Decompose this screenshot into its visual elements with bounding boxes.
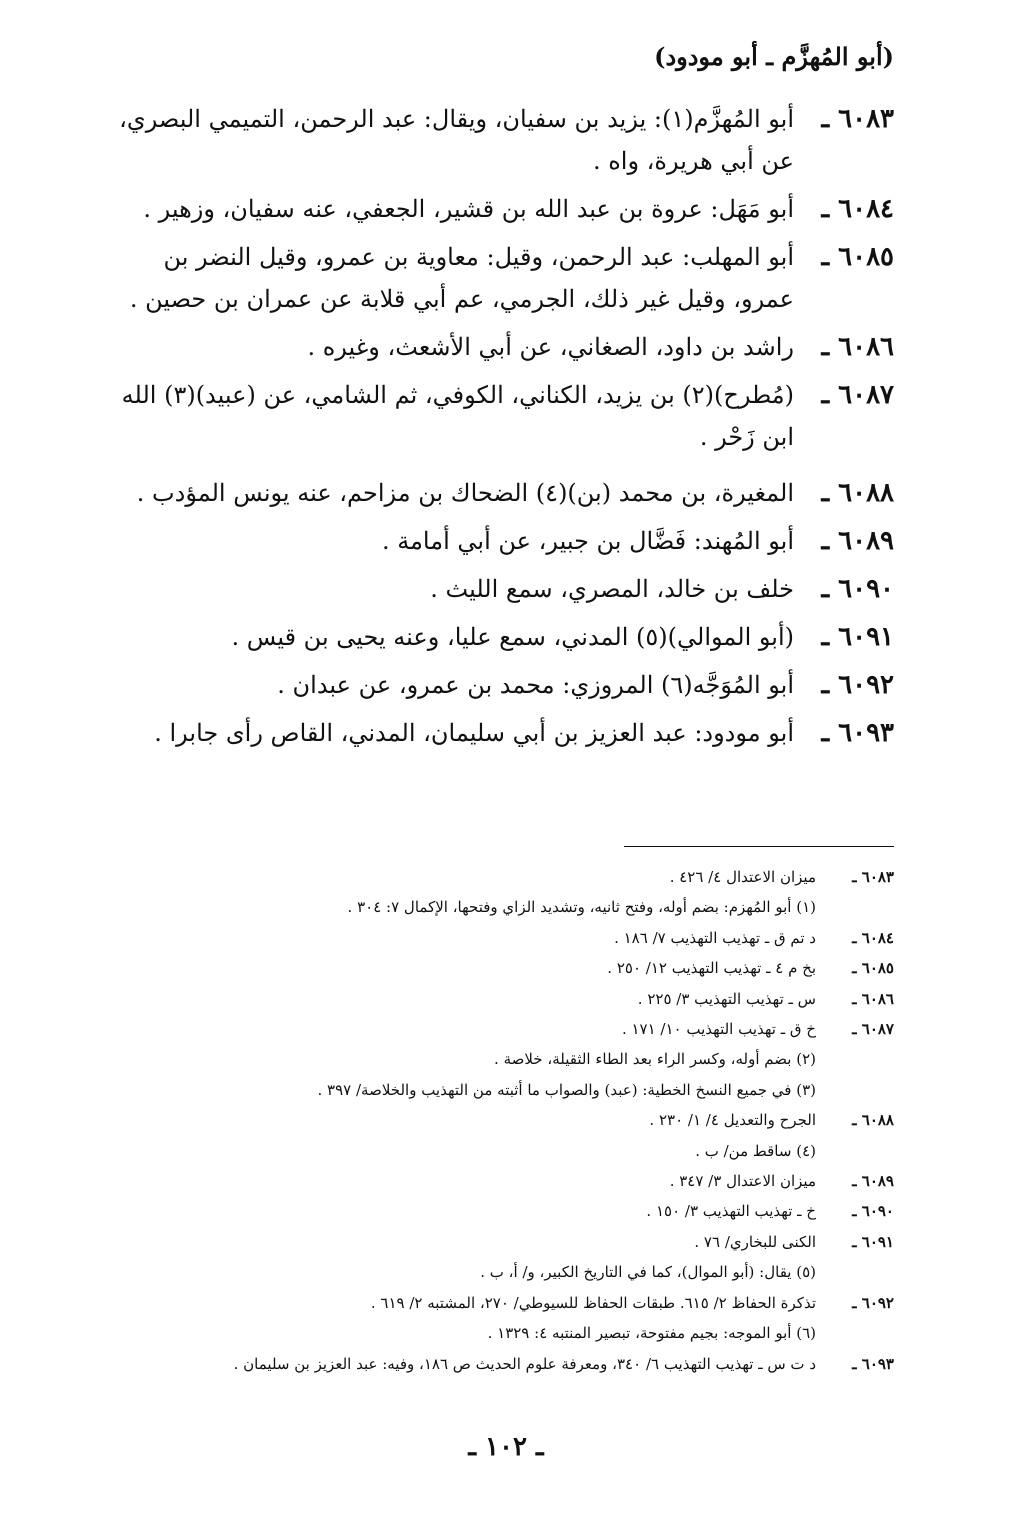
footnotes-list xyxy=(94,862,894,1379)
entry-line: عمرو، وقيل غير ذلك، الجرمي، عم أبي قلابة عن عمران بن حصين . xyxy=(129,285,794,313)
entry-text xyxy=(94,98,794,182)
entry-line: عن أبي هريرة، واه . xyxy=(592,147,794,175)
entry-number: ٦٠٨٤ ـ xyxy=(821,194,894,224)
footnote-text: بخ م ٤ ـ تهذيب التهذيب ١٢/ ٢٥٠ . xyxy=(607,959,816,978)
footnote-text: الكنى للبخاري/ ٧٦ . xyxy=(694,1232,816,1251)
running-head: (أبو المُهزَّم ـ أبو مودود) xyxy=(654,42,894,71)
entry-line: أبو المُهزَّم(١): يزيد بن سفيان، ويقال: عبد الرحمن، التميمي البصري، xyxy=(119,105,794,133)
entry-line: أبو المهلب: عبد الرحمن، وقيل: معاوية بن عمرو، وقيل النضر بن xyxy=(163,243,794,271)
entry-6087 xyxy=(94,374,894,458)
entry-number: ٦٠٨٧ ـ xyxy=(821,380,894,410)
entry-number: ٦٠٨٣ ـ xyxy=(821,104,894,134)
footnote-number: ٦٠٨٩ ـ xyxy=(852,1172,894,1191)
footnote xyxy=(94,1044,894,1074)
page-number: ـ ١٠٢ ـ xyxy=(468,1432,544,1462)
footnote-text: خ ـ تهذيب التهذيب ٣/ ١٥٠ . xyxy=(646,1202,816,1221)
footnote-number: ٦٠٩٢ ـ xyxy=(852,1293,894,1312)
footnote-text: (٥) يقال: (أبو الموال)، كما في التاريخ الكبير، و/ أ، ب . xyxy=(480,1263,816,1282)
entry-6093 xyxy=(94,712,894,754)
footnote xyxy=(94,1318,894,1348)
footnote-number: ٦٠٨٤ ـ xyxy=(852,928,894,947)
entry-text xyxy=(94,616,794,658)
footnote-number: ٦٠٨٨ ـ xyxy=(852,1111,894,1130)
entry-text xyxy=(94,374,794,458)
footnote-text: (١) أبو المُهزم: بضم أوله، وفتح ثانيه، وتشديد الزاي وفتحها، الإكمال ٧: ٣٠٤ . xyxy=(347,898,816,917)
entries-list xyxy=(94,98,894,760)
footnote-number: ٦٠٨٧ ـ xyxy=(852,1020,894,1039)
entry-number: ٦٠٨٦ ـ xyxy=(821,332,894,362)
entry-number: ٦٠٨٥ ـ xyxy=(821,242,894,272)
entry-number: ٦٠٩١ ـ xyxy=(821,622,894,652)
entry-6083 xyxy=(94,98,894,182)
footnote xyxy=(94,953,894,983)
entry-line: أبو المُوَجَّه(٦) المروزي: محمد بن عمرو، عن عبدان . xyxy=(277,671,794,699)
entry-number: ٦٠٩٣ ـ xyxy=(821,718,894,748)
footnote xyxy=(94,923,894,953)
footnote-text: (٣) في جميع النسخ الخطية: (عبد) والصواب ما أثبته من التهذيب والخلاصة/ ٣٩٧ . xyxy=(317,1080,816,1099)
footnote-text: (٢) بضم أوله، وكسر الراء بعد الطاء الثقيلة، خلاصة . xyxy=(494,1050,816,1069)
footnote-number: ٦٠٨٦ ـ xyxy=(852,989,894,1008)
entry-number: ٦٠٨٩ ـ xyxy=(821,526,894,556)
entry-line: أبو مودود: عبد العزيز بن أبي سليمان، المدني، القاص رأى جابرا . xyxy=(154,719,794,747)
entry-line: ابن زَحْر . xyxy=(699,423,794,451)
footnote xyxy=(94,1349,894,1379)
footnote xyxy=(94,1257,894,1287)
entry-line: (مُطرح)(٢) بن يزيد، الكناني، الكوفي، ثم الشامي، عن (عبيد)(٣) الله xyxy=(121,381,794,409)
entry-text xyxy=(94,236,794,320)
footnote xyxy=(94,1105,894,1135)
entry-line: المغيرة، بن محمد (بن)(٤) الضحاك بن مزاحم، عنه يونس المؤدب . xyxy=(136,479,794,507)
footnote-text: د ت س ـ تهذيب التهذيب ٦/ ٣٤٠، ومعرفة علوم الحديث ص ١٨٦، وفيه: عبد العزيز بن سليمان . xyxy=(233,1354,816,1373)
entry-text xyxy=(94,568,794,610)
entry-line: راشد بن داود، الصغاني، عن أبي الأشعث، وغيره . xyxy=(307,333,794,361)
footnote xyxy=(94,1288,894,1318)
footnote-text: س ـ تهذيب التهذيب ٣/ ٢٢٥ . xyxy=(637,989,816,1008)
entry-6085 xyxy=(94,236,894,320)
entry-line: (أبو الموالي)(٥) المدني، سمع عليا، وعنه يحيى بن قيس . xyxy=(231,623,794,651)
footnote-number: ٦٠٩٣ ـ xyxy=(852,1354,894,1373)
footnote xyxy=(94,892,894,922)
footnote-number: ٦٠٨٣ ـ xyxy=(852,868,894,886)
footnote xyxy=(94,1014,894,1044)
footnote-text: ميزان الاعتدال ٣/ ٣٤٧ . xyxy=(669,1172,816,1191)
footnote-text: (٤) ساقط من/ ب . xyxy=(695,1141,816,1160)
footnote xyxy=(94,862,894,892)
entry-text xyxy=(94,326,794,368)
entry-text xyxy=(94,664,794,706)
footnote xyxy=(94,1075,894,1105)
footnote xyxy=(94,1227,894,1257)
footnote-text: د تم ق ـ تهذيب التهذيب ٧/ ١٨٦ . xyxy=(614,928,816,947)
entry-6088 xyxy=(94,472,894,514)
footnote xyxy=(94,1136,894,1166)
footnote-text: خ ق ـ تهذيب التهذيب ١٠/ ١٧١ . xyxy=(621,1020,816,1039)
entry-6092 xyxy=(94,664,894,706)
footnote-divider xyxy=(624,846,894,847)
entry-6086 xyxy=(94,326,894,368)
entry-6090 xyxy=(94,568,894,610)
footnote xyxy=(94,1196,894,1226)
footnote-text: (٦) أبو الموجه: بجيم مفتوحة، تبصير المنتبه ٤: ١٣٢٩ . xyxy=(487,1324,816,1343)
entry-text xyxy=(94,188,794,230)
footnote xyxy=(94,984,894,1014)
entry-text xyxy=(94,472,794,514)
footnote-text: ميزان الاعتدال ٤/ ٤٢٦ . xyxy=(669,868,816,886)
entry-line: أبو مَهَل: عروة بن عبد الله بن قشير، الجعفي، عنه سفيان، وزهير . xyxy=(143,195,794,223)
entry-6084 xyxy=(94,188,894,230)
footnote-number: ٦٠٩٠ ـ xyxy=(852,1202,894,1221)
footnote-number: ٦٠٨٥ ـ xyxy=(852,959,894,978)
footnote-number: ٦٠٩١ ـ xyxy=(852,1232,894,1251)
entry-text xyxy=(94,520,794,562)
entry-line: خلف بن خالد، المصري، سمع الليث . xyxy=(430,575,794,603)
entry-number: ٦٠٩٠ ـ xyxy=(821,574,894,604)
entry-line: أبو المُهند: فَضَّال بن جبير، عن أبي أمامة . xyxy=(381,527,794,555)
entry-6089 xyxy=(94,520,894,562)
entry-number: ٦٠٩٢ ـ xyxy=(821,670,894,700)
footnote xyxy=(94,1166,894,1196)
entry-number: ٦٠٨٨ ـ xyxy=(821,478,894,508)
footnote-text: تذكرة الحفاظ ٢/ ٦١٥. طبقات الحفاظ للسيوطي/ ٢٧٠، المشتبه ٢/ ٦١٩ . xyxy=(370,1293,816,1312)
entry-text xyxy=(94,712,794,754)
entry-6091 xyxy=(94,616,894,658)
footnote-text: الجرح والتعديل ٤/ ١/ ٢٣٠ . xyxy=(649,1111,816,1130)
